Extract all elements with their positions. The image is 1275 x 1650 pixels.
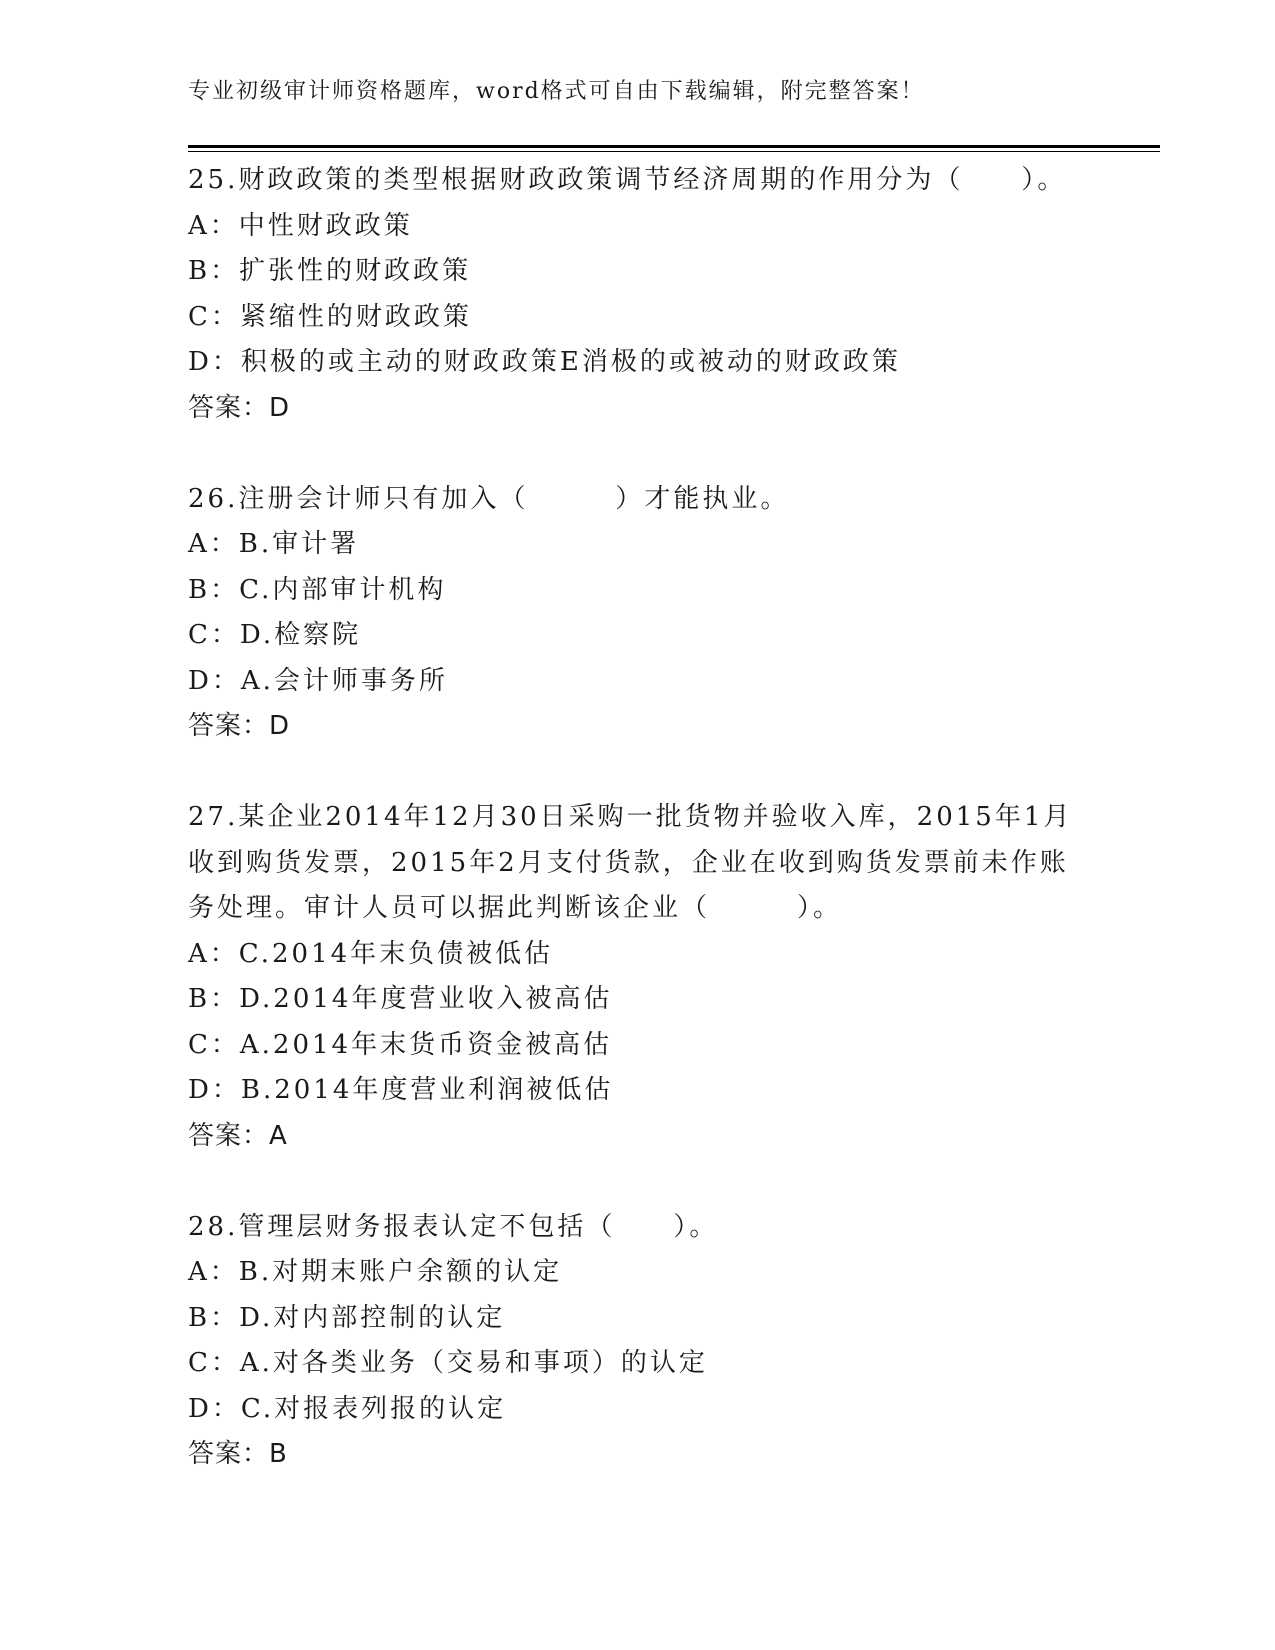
option-b: B：D.对内部控制的认定: [188, 1302, 506, 1333]
option-d: D：A.会计师事务所: [188, 665, 448, 696]
question-28: [188, 1205, 1088, 1478]
question-27: [188, 795, 1088, 1159]
option-c: C：D.检察院: [188, 620, 362, 650]
option-c: C：A.2014年末货币资金被高估: [188, 1029, 613, 1060]
question-spacer: [188, 1159, 1088, 1205]
option-c: C：紧缩性的财政政策: [188, 301, 472, 332]
option-d: D：B.2014年度营业利润被低估: [188, 1075, 614, 1105]
answer-line: 答案：D: [188, 711, 291, 741]
option-d: D：积极的或主动的财政政策E消极的或被动的财政政策: [188, 347, 901, 377]
option-a: A：B.审计署: [188, 529, 360, 559]
answer-line: 答案：B: [188, 1439, 288, 1469]
question-text: 25.财政政策的类型根据财政政策调节经济周期的作用分为（ ）。: [188, 165, 1067, 195]
question-spacer: [188, 431, 1088, 477]
header-rule-thick: [188, 145, 1160, 148]
option-a: A：C.2014年末负债被低估: [188, 938, 554, 969]
question-spacer: [188, 750, 1088, 796]
option-b: B：扩张性的财政政策: [188, 256, 472, 286]
question-list: [188, 158, 1088, 1478]
question-25: [188, 158, 1088, 431]
answer-line: 答案：A: [188, 1120, 288, 1151]
option-b: B：C.内部审计机构: [188, 574, 447, 605]
option-d: D：C.对报表列报的认定: [188, 1393, 507, 1424]
page-header: 专业初级审计师资格题库，word格式可自由下载编辑，附完整答案！: [188, 79, 925, 104]
option-a: A：中性财政政策: [188, 210, 413, 241]
question-text: 27.某企业2014年12月30日采购一批货物并验收入库，2015年1月收到购货发票，2015年2月支付货款，企业在收到购货发票前未作账务处理。审计人员可以据此判断该企业（ ）。: [188, 802, 1073, 923]
question-text: 28.管理层财务报表认定不包括（ ）。: [188, 1211, 719, 1242]
answer-line: 答案：D: [188, 392, 291, 423]
option-b: B：D.2014年度营业收入被高估: [188, 984, 613, 1014]
question-text: 26.注册会计师只有加入（ ）才能执业。: [188, 483, 790, 514]
option-a: A：B.对期末账户余额的认定: [188, 1257, 563, 1287]
header-rule-thin: [188, 151, 1160, 152]
option-c: C：A.对各类业务（交易和事项）的认定: [188, 1348, 708, 1378]
question-26: [188, 477, 1088, 750]
